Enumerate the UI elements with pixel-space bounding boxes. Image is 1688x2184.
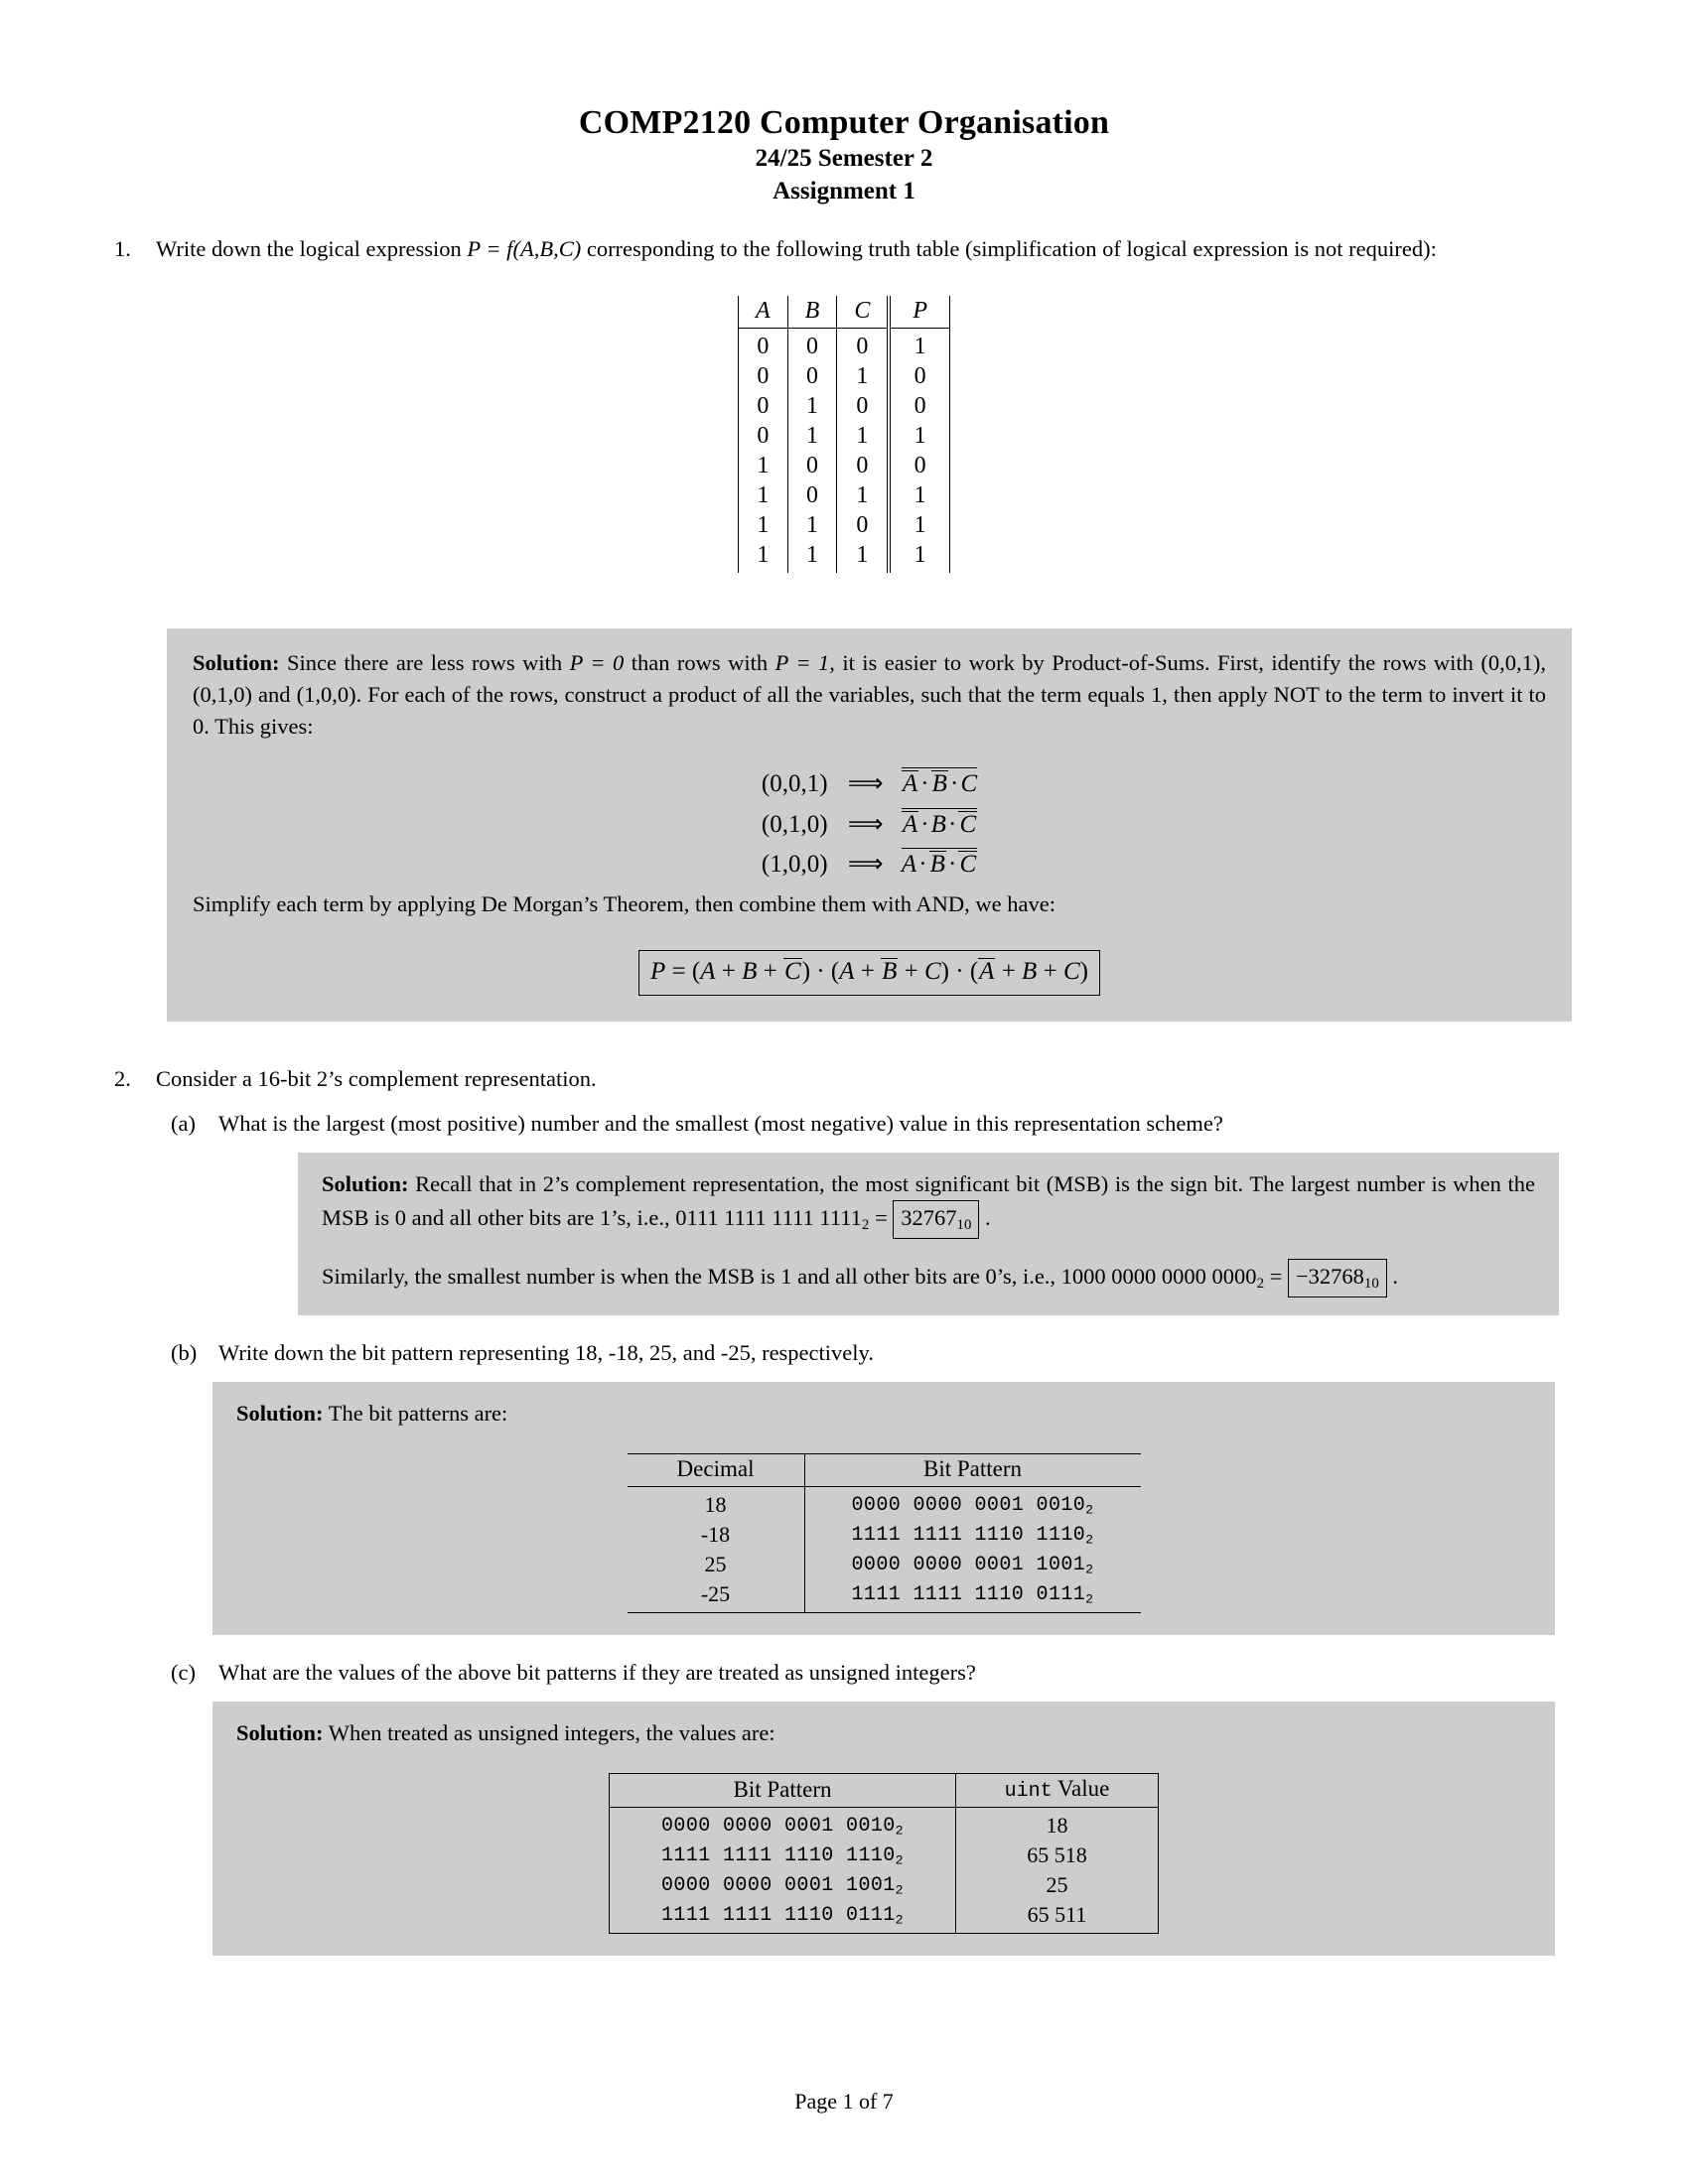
q1-math: P = f(A,B,C) [467,236,582,262]
cell-a: 1 [738,480,787,510]
base-subscript: 2 [895,1823,904,1839]
cell-b: 0 [787,451,837,480]
bit-pattern-value: 0000 0000 0001 0010 [851,1493,1086,1517]
table-row [738,421,949,451]
solution-box-q1 [167,628,1572,1022]
subquestion-b [171,1337,1618,1368]
cell-decimal: -25 [700,1581,731,1607]
cell-c: 1 [837,421,890,451]
truth-table-header-b: B [787,296,837,328]
solution-box-2c [212,1702,1555,1956]
table-row [738,510,949,540]
table-row [628,1487,1141,1521]
cell-bit-pattern [804,1579,1141,1613]
question-2-number: 2. [114,1065,131,1091]
cell-p: 0 [889,391,949,421]
table-row [628,1520,1141,1550]
cell-a: 0 [738,421,787,451]
solution-q1-paragraph-2: Simplify each term by applying De Morgan’s Theorem, then combine them with AND, we have: [193,890,1055,916]
derivation-row-1 [193,767,1546,797]
question-1-number: 1. [114,236,131,262]
cell-bit-pattern [804,1550,1141,1579]
sol2a-period-2: . [1386,1264,1398,1290]
sol2a-period: . [979,1204,991,1230]
cell-c: 1 [837,480,890,510]
sol2c-intro-text: When treated as unsigned integers, the values are: [323,1720,775,1746]
cell-c: 0 [837,510,890,540]
cell-p: 1 [889,480,949,510]
cell-uint-value: 25 [956,1870,1159,1900]
solution-2a-paragraph-1 [322,1168,1535,1239]
solution-box-2a [298,1153,1559,1315]
cell-p: 0 [889,451,949,480]
truth-table-body [738,328,949,573]
subquestion-b-label: (b) [171,1340,198,1366]
bit-pattern-value: 1111 1111 1110 0111 [851,1582,1086,1606]
sol1-math-1: P = 0 [569,649,625,675]
bit-pattern-table-body [628,1487,1141,1613]
derivation-row-3 [193,848,1546,878]
solution-box-2b [212,1382,1555,1635]
base-subscript: 2 [1085,1562,1094,1577]
subquestion-c-text: What are the values of the above bit patterns if they are treated as unsigned integers? [218,1660,976,1686]
table-row [738,391,949,421]
derivation-tuple-3: (1,0,0) [761,851,828,879]
cell-decimal: -18 [700,1522,731,1548]
cell-a: 0 [738,361,787,391]
table-row [628,1550,1141,1579]
sol1-text-d: , [1540,649,1547,675]
table-row [738,451,949,480]
table-row [738,328,949,361]
subquestion-c-label: (c) [171,1660,196,1686]
cell-c: 0 [837,451,890,480]
table-row [610,1870,1159,1900]
header-decimal: Decimal [628,1454,805,1487]
truth-table-container [0,296,1688,573]
truth-table [738,296,950,573]
implies-icon: ⟹ [847,810,882,838]
cell-p: 1 [889,328,949,361]
cell-b: 0 [787,328,837,361]
cell-b: 1 [787,540,837,573]
cell-a: 1 [738,510,787,540]
cell-decimal: 25 [704,1552,727,1577]
table-row [738,480,949,510]
cell-p: 1 [889,421,949,451]
sol2a-equals: = [869,1204,894,1230]
assignment-subtitle: Assignment 1 [773,177,915,205]
cell-uint-value: 18 [956,1808,1159,1842]
bit-pattern-table [628,1453,1141,1613]
question-2-text: Consider a 16-bit 2’s complement representation. [156,1065,597,1091]
bit-pattern-header-row [628,1454,1141,1487]
largest-value-base: 10 [956,1217,972,1234]
header-uint-value [956,1774,1159,1808]
bit-pattern-value: 1111 1111 1110 1110 [851,1523,1086,1547]
subquestion-a [171,1108,1618,1139]
truth-table-header-row [738,296,949,328]
cell-bit-pattern [610,1900,956,1934]
page-footer: Page 1 of 7 [794,2089,894,2114]
sol1-math-4: (0,1,0) [193,681,252,707]
cell-b: 0 [787,480,837,510]
bit-pattern-value: 1111 1111 1110 1110 [661,1843,896,1867]
uint-value-word: Value [1052,1776,1110,1802]
question-2 [114,1063,1618,1094]
cell-a: 1 [738,451,787,480]
table-row [610,1900,1159,1934]
table-row [610,1808,1159,1842]
truth-table-header-p: P [889,296,949,328]
cell-bit-pattern [610,1808,956,1842]
sol1-math-2: P = 1 [774,649,830,675]
cell-p: 1 [889,540,949,573]
boxed-smallest-value [1288,1259,1387,1297]
table-row [610,1841,1159,1870]
implies-icon: ⟹ [847,851,882,879]
subquestion-a-label: (a) [171,1110,196,1136]
sol2a-base-sub-2: 2 [1256,1276,1264,1293]
sol1-text-f: . For each of the rows, construct a product of all the variables, such that the term equals 1, then apply NOT to the term to invert it to 0. This gives: [193,681,1546,739]
solution-q1-result-container [193,950,1546,996]
smallest-value-base: 10 [1363,1276,1379,1293]
implies-icon: ⟹ [847,770,882,798]
sol2b-intro-text: The bit patterns are: [323,1401,508,1427]
table-row [738,540,949,573]
uint-table-body [610,1808,1159,1934]
cell-a: 1 [738,540,787,573]
derivation-term-1: A · B · C [902,767,977,797]
uint-value-table [609,1773,1159,1934]
cell-uint-value: 65 511 [956,1900,1159,1934]
sol2a-text-a: Recall that in 2’s complement representation, the most significant bit (MSB) is the sign bit. The largest number is when the MSB is 0 and all other bits are 1’s, i.e., 0111 1111 1111 1111 [322,1171,1535,1230]
cell-bit-pattern [610,1870,956,1900]
cell-b: 1 [787,391,837,421]
question-1 [114,233,1618,264]
header-bit-pattern: Bit Pattern [804,1454,1141,1487]
cell-bit-pattern [804,1520,1141,1550]
cell-b: 0 [787,361,837,391]
sol1-text-c: , it is easier to work by Product-of-Sums. First, identify the rows with [829,649,1481,675]
smallest-value: −32768 [1295,1264,1364,1290]
bit-pattern-table-container [236,1453,1531,1613]
header-bit-pattern: Bit Pattern [610,1774,956,1808]
sol1-text-e: and [252,681,297,707]
semester-subtitle: 24/25 Semester 2 [755,145,933,173]
truth-table-header-a: A [738,296,787,328]
sol1-math-5: (1,0,0) [296,681,356,707]
solution-2b-intro [236,1398,1531,1430]
cell-p: 0 [889,361,949,391]
largest-value: 32767 [901,1204,957,1230]
base-subscript: 2 [1085,1502,1094,1518]
cell-c: 0 [837,391,890,421]
solution-q1-derivations [193,767,1546,878]
cell-c: 1 [837,361,890,391]
q1-text-after: corresponding to the following truth table (simplification of logical expression is not required): [581,236,1437,262]
derivation-tuple-2: (0,1,0) [761,810,828,838]
sol1-text-b: than rows with [624,649,775,675]
boxed-largest-value [893,1200,979,1239]
table-row [628,1579,1141,1613]
solution-2a-paragraph-2 [322,1259,1535,1297]
sol1-text-a: Since there are less rows with [279,649,570,675]
subquestion-b-text: Write down the bit pattern representing 18, -18, 25, and -25, respectively. [218,1340,874,1366]
sol1-math-3: (0,0,1) [1480,649,1541,675]
bit-pattern-value: 0000 0000 0001 0010 [661,1814,896,1838]
document-header [0,0,1688,207]
solution-label: Solution: [236,1720,324,1746]
cell-bit-pattern [804,1487,1141,1521]
question-1-text [156,233,1618,264]
cell-decimal: 18 [704,1492,727,1518]
solution-label: Solution: [236,1401,324,1427]
derivation-term-3: A · B · C [902,848,977,878]
subquestion-c [171,1657,1618,1688]
bit-pattern-value: 0000 0000 0001 1001 [661,1873,896,1897]
bit-pattern-value: 1111 1111 1110 0111 [661,1903,896,1927]
cell-b: 1 [787,510,837,540]
cell-c: 0 [837,328,890,361]
base-subscript: 2 [895,1882,904,1898]
base-subscript: 2 [895,1852,904,1868]
solution-2c-intro [236,1717,1531,1749]
base-subscript: 2 [1085,1532,1094,1548]
cell-bit-pattern [610,1841,956,1870]
cell-p: 1 [889,510,949,540]
solution-label: Solution: [322,1171,409,1196]
base-subscript: 2 [895,1912,904,1928]
solution-label: Solution: [193,649,280,675]
base-subscript: 2 [1085,1591,1094,1607]
derivation-tuple-1: (0,0,1) [761,770,828,798]
table-row [738,361,949,391]
sol2a-text-b: Similarly, the smallest number is when the MSB is 1 and all other bits are 0’s, i.e., 1000 0000 0000 0000 [322,1264,1257,1290]
boxed-result-q1: P = (A + B + C) · (A + B + C) · (A + B + C) [638,950,1100,996]
cell-a: 0 [738,391,787,421]
subquestion-a-text: What is the largest (most positive) number and the smallest (most negative) value in this representation scheme? [218,1110,1223,1136]
derivation-row-2 [193,808,1546,838]
uint-keyword: uint [1004,1780,1053,1804]
uint-table-header-row [610,1774,1159,1808]
cell-a: 0 [738,328,787,361]
sol2a-base-sub: 2 [861,1217,870,1234]
q1-text-before: Write down the logical expression [156,236,468,262]
cell-b: 1 [787,421,837,451]
uint-table-container [236,1773,1531,1934]
derivation-term-2: A · B · C [902,808,977,838]
solution-q1-paragraph-1 [193,647,1546,743]
cell-uint-value: 65 518 [956,1841,1159,1870]
page-title: COMP2120 Computer Organisation [578,104,1110,141]
sol2a-equals-2: = [1263,1264,1288,1290]
cell-c: 1 [837,540,890,573]
truth-table-header-c: C [837,296,890,328]
bit-pattern-value: 0000 0000 0001 1001 [851,1553,1086,1576]
